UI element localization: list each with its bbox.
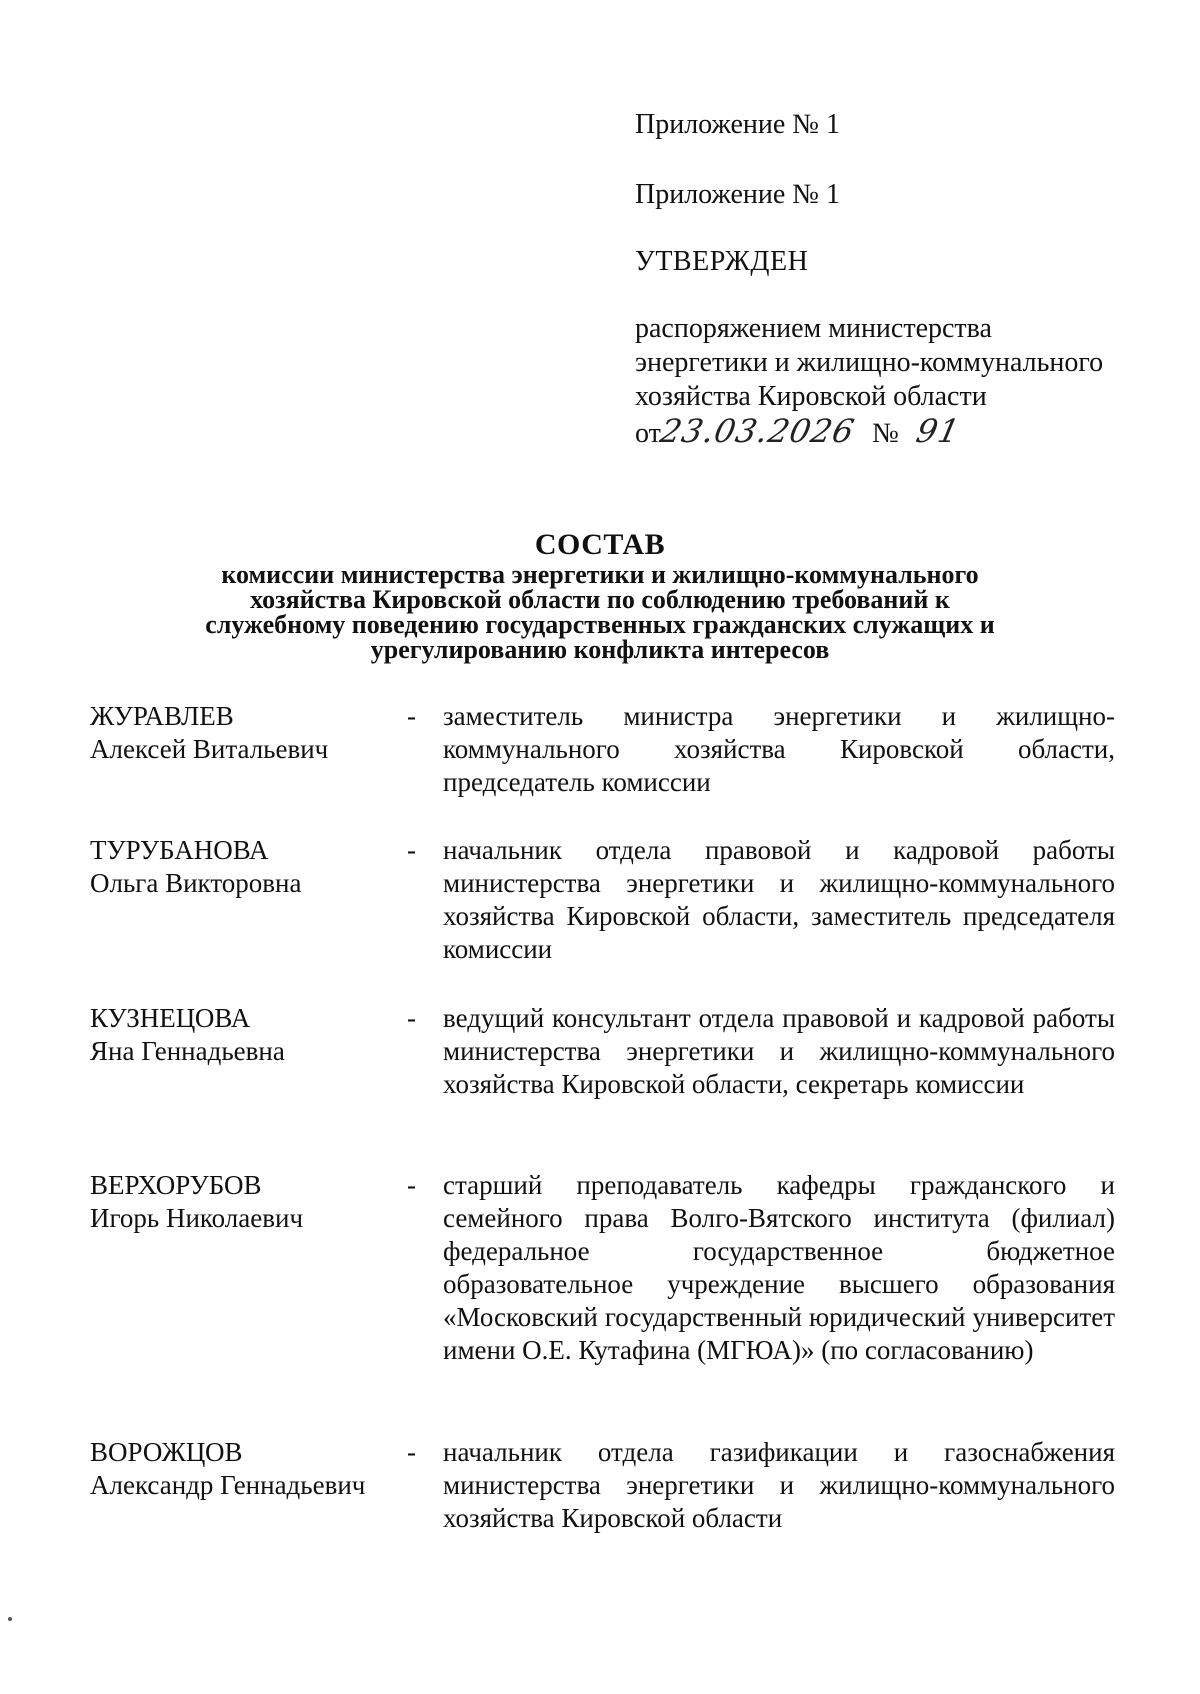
- order-line: энергетики и жилищно-коммунального: [635, 347, 1104, 378]
- member-role: старший преподаватель кафедры гражданского и семейного права Волго-Вятского института (филиал) федеральное государственное бюджетное образовательное учреждение высшего образования «Московский государственный юридический университет имени О.Е. Кутафина (МГЮА)» (по согласованию): [443, 1170, 1115, 1365]
- member-given-names: Александр Геннадьевич: [90, 1470, 366, 1500]
- handwritten-order-date: 23.03.2026: [656, 412, 859, 450]
- order-date-line: [635, 414, 1103, 452]
- member-dash: -: [407, 1003, 416, 1033]
- member-name: [90, 700, 400, 766]
- appendix-label: Приложение № 1: [635, 179, 840, 210]
- member-name: [90, 1436, 400, 1502]
- order-number-sign: №: [872, 418, 899, 449]
- member-given-names: Ольга Викторовна: [90, 868, 302, 898]
- member-dash: -: [407, 1437, 416, 1467]
- member-surname: КУЗНЕЦОВА: [90, 1003, 251, 1033]
- member-role: ведущий консультант отдела правовой и кадровой работы министерства энергетики и жилищно-коммунального хозяйства Кировской области, секретарь комиссии: [443, 1003, 1115, 1099]
- member-given-names: Яна Геннадьевна: [90, 1036, 285, 1066]
- order-line: распоряжением министерства: [635, 313, 992, 344]
- member-role: начальник отдела правовой и кадровой работы министерства энергетики и жилищно-коммунального хозяйства Кировской области, заместитель председателя комиссии: [443, 835, 1115, 964]
- order-line: хозяйства Кировской области: [635, 381, 987, 412]
- approved-stamp-text: УТВЕРЖДЕН: [635, 246, 809, 277]
- member-given-names: Игорь Николаевич: [90, 1203, 304, 1233]
- title-line: комиссии министерства энергетики и жилищно-коммунального: [221, 560, 979, 589]
- member-dash: -: [407, 1170, 416, 1200]
- member-given-names: Алексей Витальевич: [90, 734, 329, 764]
- member-surname: ВЕРХОРУБОВ: [90, 1170, 262, 1200]
- member-name: [90, 1002, 400, 1068]
- order-reference: [635, 312, 1103, 452]
- handwritten-order-number: 91: [912, 412, 964, 450]
- member-surname: ЖУРАВЛЕВ: [90, 701, 234, 731]
- appendix-label: Приложение № 1: [635, 109, 840, 140]
- title-line: хозяйства Кировской области по соблюдению требований к: [250, 585, 950, 614]
- title-main: СОСТАВ: [534, 528, 666, 561]
- member-surname: ВОРОЖЦОВ: [90, 1437, 243, 1467]
- scan-dot: [8, 1617, 12, 1621]
- member-role: заместитель министра энергетики и жилищно-коммунального хозяйства Кировской области, председатель комиссии: [443, 701, 1115, 797]
- document-title: [100, 528, 1100, 662]
- member-name: [90, 1169, 400, 1235]
- member-dash: -: [407, 701, 416, 731]
- member-role: начальник отдела газификации и газоснабжения министерства энергетики и жилищно-коммунального хозяйства Кировской области: [443, 1437, 1115, 1533]
- member-name: [90, 834, 400, 900]
- member-dash: -: [407, 835, 416, 865]
- title-line: урегулированию конфликта интересов: [370, 635, 830, 664]
- title-line: служебному поведению государственных гражданских служащих и: [205, 610, 995, 639]
- member-surname: ТУРУБАНОВА: [90, 835, 269, 865]
- order-from-label: от: [635, 418, 661, 449]
